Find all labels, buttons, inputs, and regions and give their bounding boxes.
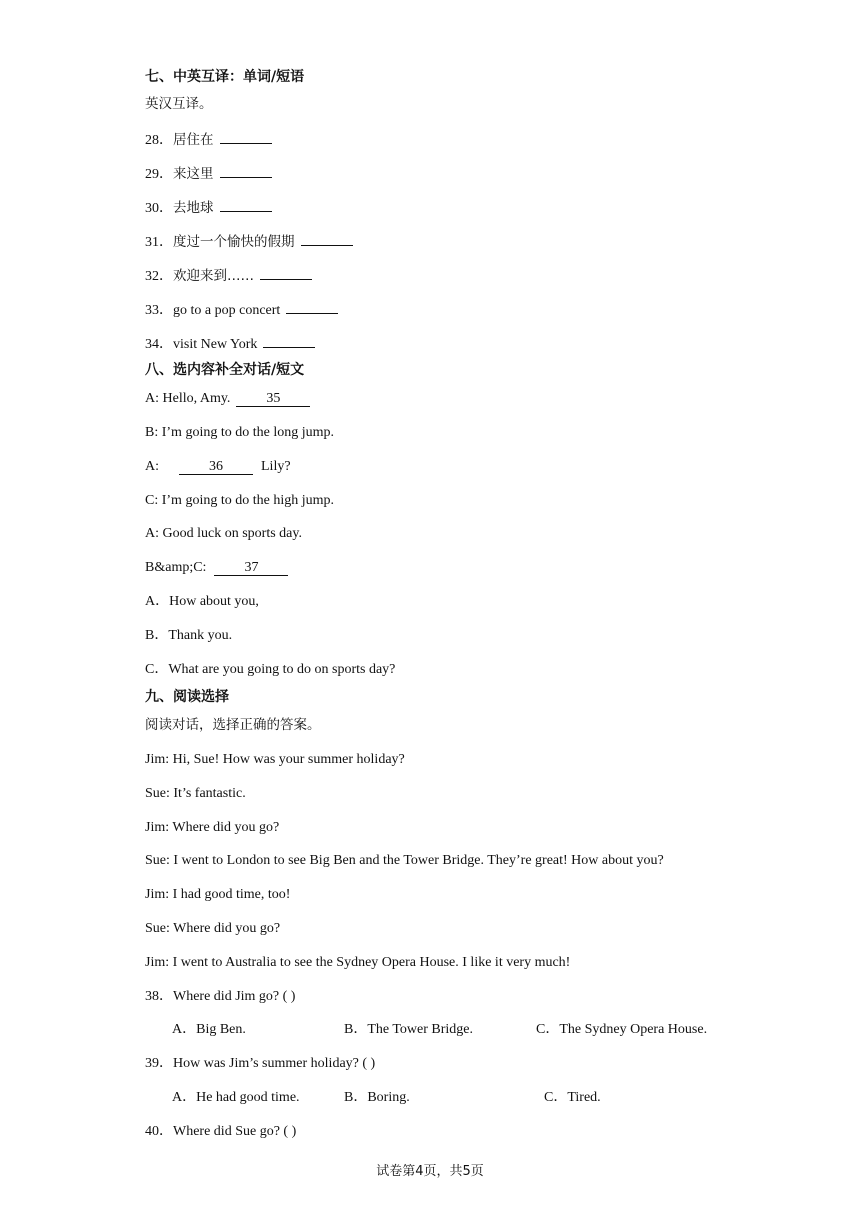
- q38-option-a[interactable]: A．Big Ben.: [172, 1022, 246, 1037]
- dialogue-line: Jim: I had good time, too!: [145, 887, 291, 902]
- dialogue-line: Sue: It’s fantastic.: [145, 786, 246, 801]
- section-8-heading: 八、选内容补全对话/短文: [145, 362, 305, 378]
- dialogue-line: Jim: Hi, Sue! How was your summer holiday?: [145, 752, 405, 767]
- question-28: 28．居住在: [145, 130, 272, 150]
- answer-blank[interactable]: [220, 130, 272, 144]
- section-9-instruction: 阅读对话，选择正确的答案。: [145, 717, 321, 733]
- dialogue-line: Sue: Where did you go?: [145, 921, 281, 936]
- question-31: 31．度过一个愉快的假期: [145, 232, 353, 252]
- option-a[interactable]: A．How about you,: [145, 594, 259, 609]
- option-c[interactable]: C．What are you going to do on sports day?: [145, 662, 396, 677]
- dialogue-line: B: I’m going to do the long jump.: [145, 425, 334, 440]
- q38-option-c[interactable]: C．The Sydney Opera House.: [536, 1022, 708, 1037]
- question-33: 33．go to a pop concert: [145, 300, 338, 320]
- dialogue-line: Jim: Where did you go?: [145, 820, 280, 835]
- numbered-blank[interactable]: 37: [214, 561, 288, 576]
- answer-blank[interactable]: [220, 164, 272, 178]
- question-32: 32．欢迎来到……: [145, 266, 312, 286]
- question-30: 30．去地球: [145, 198, 272, 218]
- question-34: 34．visit New York: [145, 334, 315, 354]
- option-b[interactable]: B．Thank you.: [145, 628, 233, 643]
- dialogue-line: A: Good luck on sports day.: [145, 526, 302, 541]
- question-38: 38．Where did Jim go? ( ): [145, 989, 296, 1004]
- numbered-blank[interactable]: 36: [179, 460, 253, 475]
- answer-blank[interactable]: [286, 300, 338, 314]
- dialogue-line: C: I’m going to do the high jump.: [145, 493, 334, 508]
- q39-option-c[interactable]: C．Tired.: [544, 1090, 601, 1105]
- section-9-heading: 九、阅读选择: [145, 689, 229, 705]
- dialogue-line: Jim: I went to Australia to see the Sydney Opera House. I like it very much!: [145, 955, 571, 970]
- dialogue-line: B&amp;C: 37: [145, 559, 288, 577]
- dialogue-line: A: Hello, Amy. 35: [145, 390, 310, 408]
- answer-blank[interactable]: [220, 198, 272, 212]
- dialogue-line: Sue: I went to London to see Big Ben and the Tower Bridge. They’re great! How about you?: [145, 853, 664, 868]
- numbered-blank[interactable]: 35: [236, 392, 310, 407]
- q39-option-a[interactable]: A．He had good time.: [172, 1090, 300, 1105]
- answer-blank[interactable]: [301, 232, 353, 246]
- question-40: 40．Where did Sue go? ( ): [145, 1124, 297, 1139]
- answer-blank[interactable]: [260, 266, 312, 280]
- answer-blank[interactable]: [263, 334, 315, 348]
- section-7-instruction: 英汉互译。: [145, 96, 213, 112]
- question-39: 39．How was Jim’s summer holiday? ( ): [145, 1056, 376, 1071]
- question-29: 29．来这里: [145, 164, 272, 184]
- q38-option-b[interactable]: B．The Tower Bridge.: [344, 1022, 474, 1037]
- dialogue-line: A: 36 Lily?: [145, 459, 291, 474]
- section-7-heading: 七、中英互译：单词/短语: [145, 69, 305, 85]
- page-footer: 试卷第4页，共5页: [376, 1164, 484, 1179]
- q39-option-b[interactable]: B．Boring.: [344, 1090, 410, 1105]
